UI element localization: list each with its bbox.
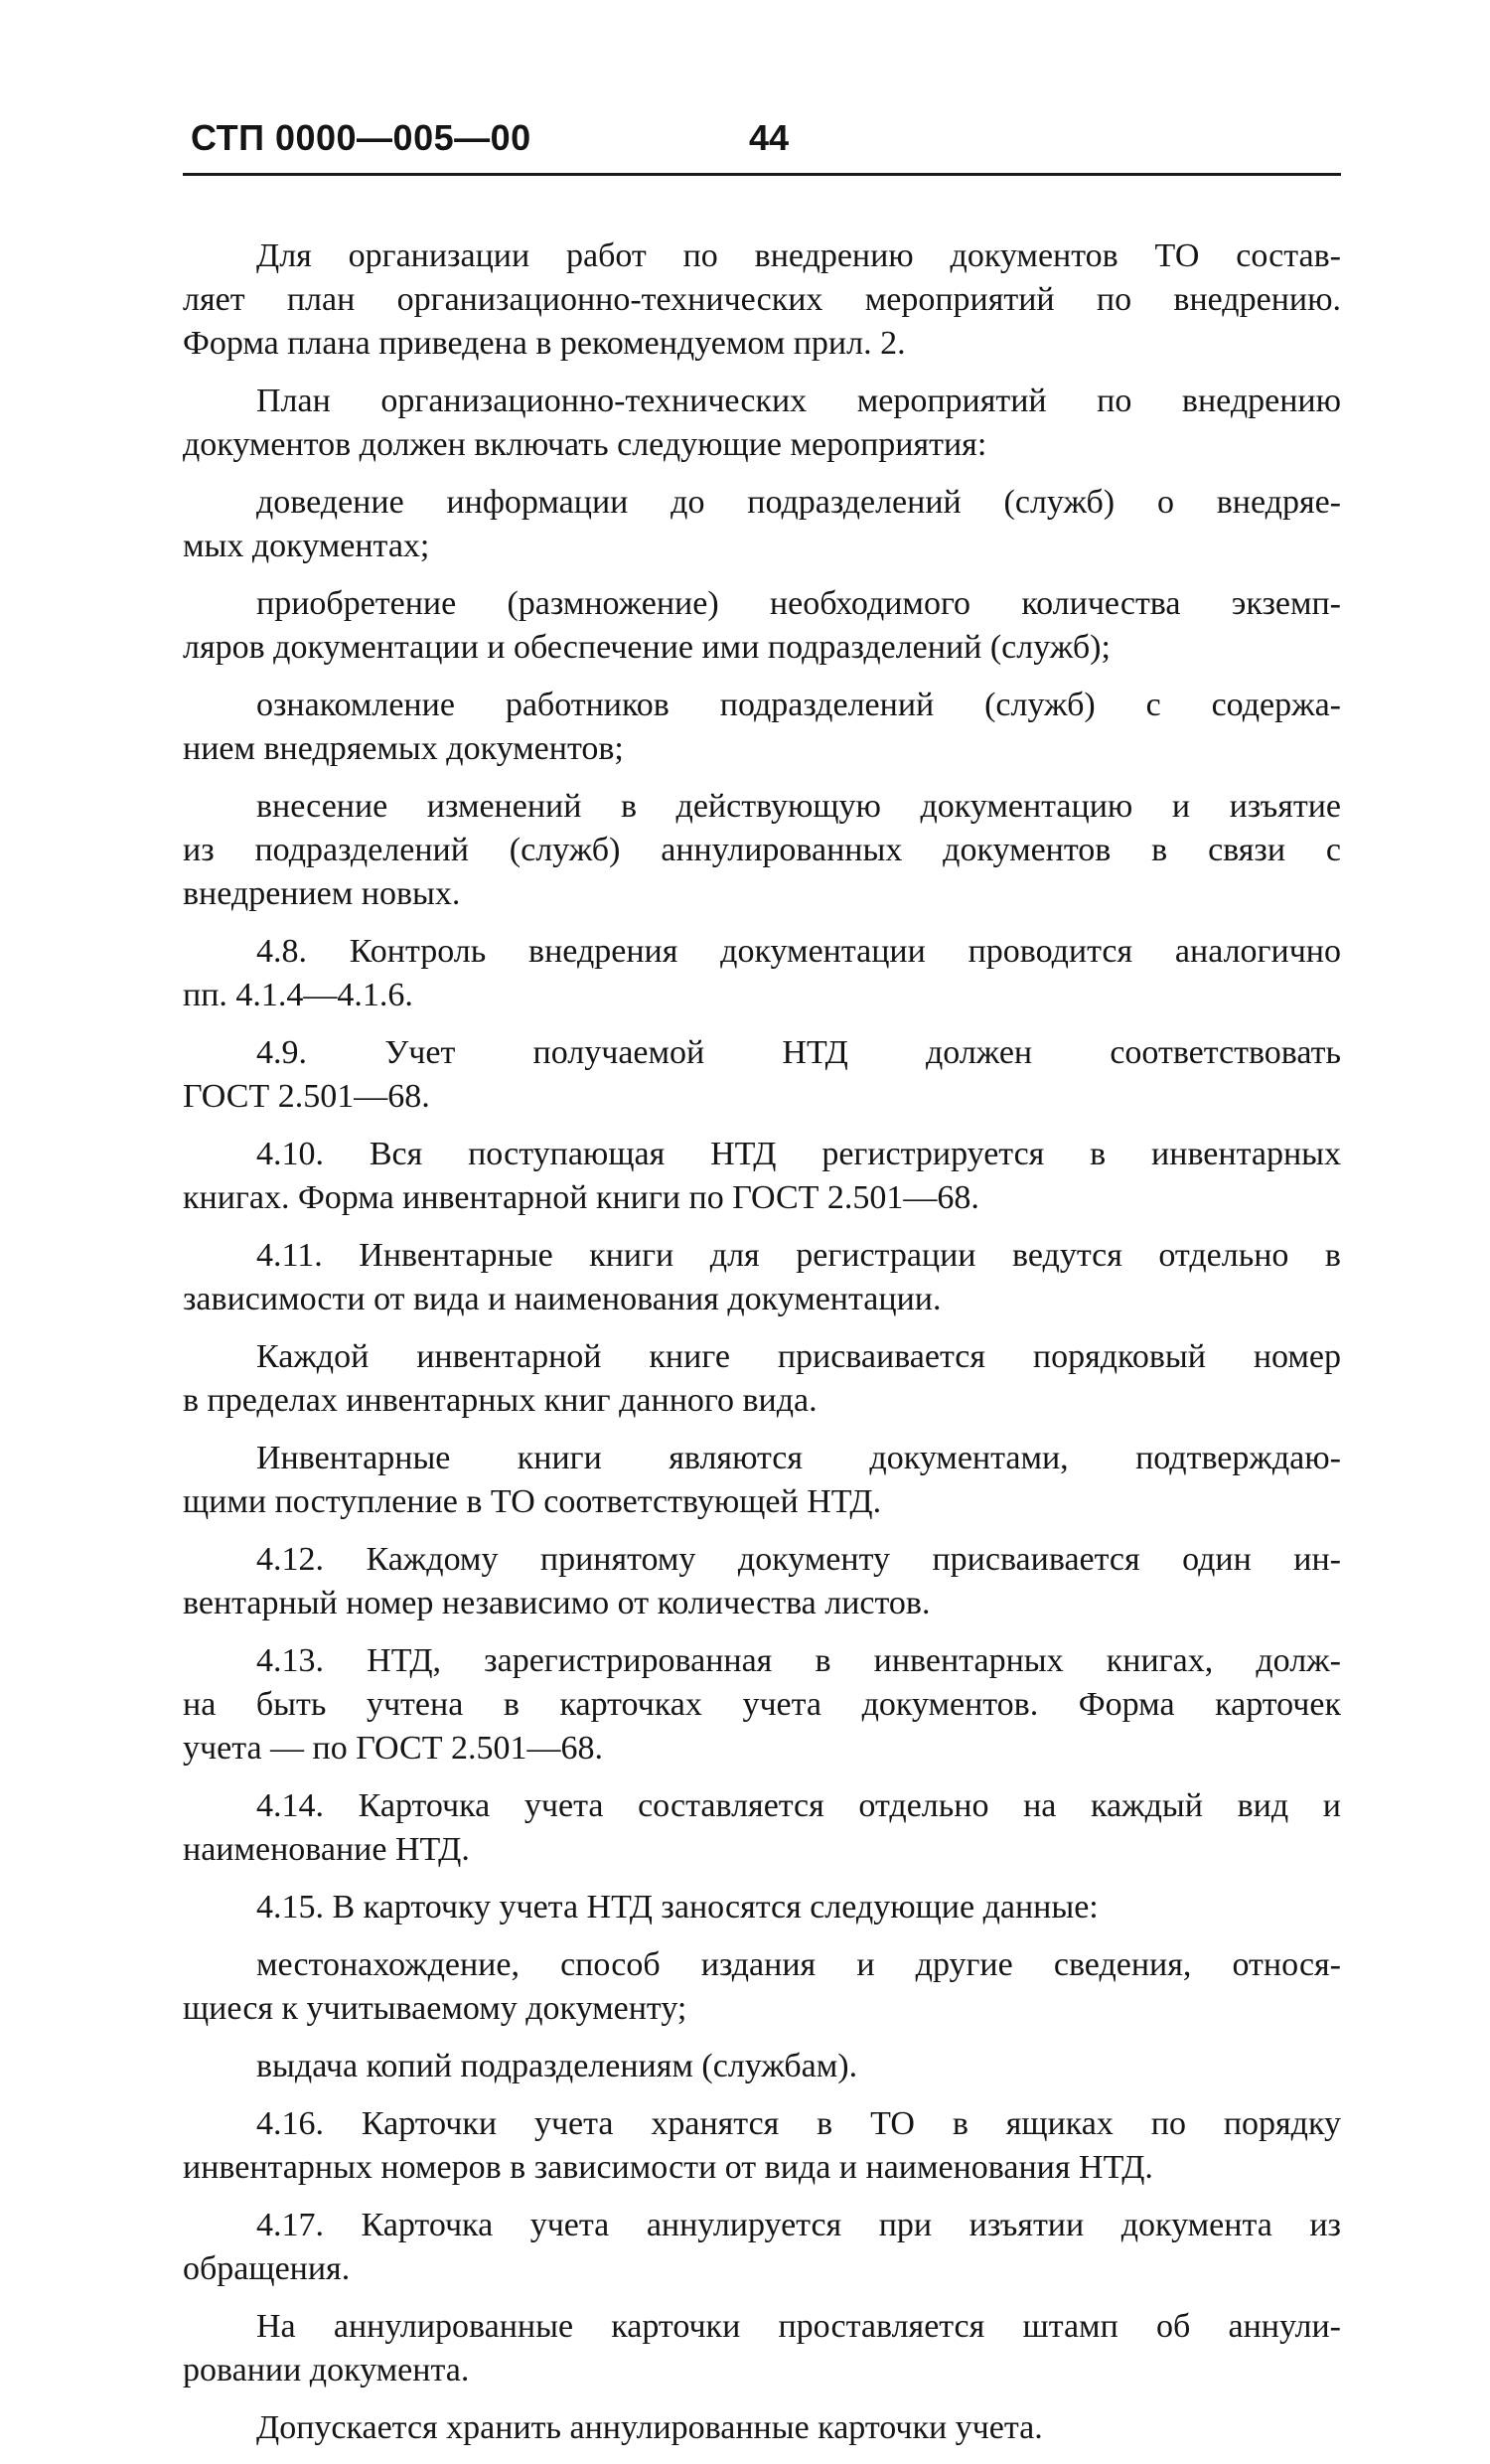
paragraph-line: 4.15. В карточку учета НТД заносятся следующие данные: [256,1889,1099,1925]
paragraph-line: зависимости от вида и наименования документации. [183,1281,942,1317]
paragraph-line: Для организации работ по внедрению документов ТО состав- [256,237,1341,274]
paragraph-line: выдача копий подразделениям (службам). [256,2048,858,2084]
paragraph-line: щими поступление в ТО соответствующей НТД. [183,1483,882,1520]
paragraph [183,2305,1341,2392]
paragraph [183,380,1341,467]
paragraph [183,2045,1341,2088]
paragraph-line: пп. 4.1.4—4.1.6. [183,977,413,1013]
paragraph-line: Инвентарные книги являются документами, подтверждаю- [256,1440,1341,1476]
paragraph [183,481,1341,568]
paragraph-line: обращения. [183,2250,351,2287]
paragraph [183,1784,1341,1872]
paragraph [183,1335,1341,1423]
document-page [183,111,1341,2464]
page-number: 44 [749,117,790,158]
paragraph-line: инвентарных номеров в зависимости от вида и наименования НТД. [183,2149,1153,2186]
paragraph-line: Допускается хранить аннулированные карточки учета. [256,2409,1043,2446]
paragraph [183,1943,1341,2031]
paragraph [183,1437,1341,1524]
paragraph-line: 4.12. Каждому принятому документу присваивается один ин- [256,1541,1341,1578]
paragraph-line: 4.9. Учет получаемой НТД должен соответствовать [256,1034,1341,1071]
paragraph-line: Каждой инвентарной книге присваивается порядковый номер [256,1338,1341,1375]
paragraph [183,1639,1341,1771]
paragraph-line: книгах. Форма инвентарной книги по ГОСТ 2.501—68. [183,1179,979,1216]
paragraph-line: ГОСТ 2.501—68. [183,1078,430,1115]
paragraph-line: 4.16. Карточки учета хранятся в ТО в ящиках по порядку [256,2105,1341,2142]
paragraph [183,1886,1341,1929]
paragraph [183,2102,1341,2190]
paragraph-line: Форма плана приведена в рекомендуемом прил. 2. [183,325,906,362]
paragraph-line: наименование НТД. [183,1831,470,1868]
paragraph [183,684,1341,771]
document-code: СТП 0000—005—00 [191,117,531,158]
paragraph [183,785,1341,916]
paragraph [183,1234,1341,1321]
paragraph-line: 4.13. НТД, зарегистрированная в инвентарных книгах, долж- [256,1642,1341,1679]
page-header [183,111,1341,176]
paragraph-line: в пределах инвентарных книг данного вида. [183,1382,818,1419]
paragraph-line: на быть учтена в карточках учета документов. Форма карточек [183,1686,1341,1723]
paragraph-line: внесение изменений в действующую документацию и изъятие [256,788,1341,825]
paragraph-line: вентарный номер независимо от количества листов. [183,1585,931,1621]
paragraph-line: ознакомление работников подразделений (служб) с содержа- [256,687,1341,723]
paragraph-line: местонахождение, способ издания и другие сведения, относя- [256,1946,1341,1983]
paragraph-line: 4.17. Карточка учета аннулируется при изъятии документа из [256,2207,1341,2243]
paragraph-line: 4.8. Контроль внедрения документации проводится аналогично [256,933,1341,970]
paragraph-line: мых документах; [183,528,430,564]
paragraph-line: из подразделений (служб) аннулированных документов в связи с [183,832,1341,868]
paragraph-line: учета — по ГОСТ 2.501—68. [183,1730,603,1767]
paragraph [183,1133,1341,1220]
paragraph [183,2204,1341,2291]
document-body [183,234,1341,2450]
paragraph-line: ляет план организационно-технических мероприятий по внедрению. [183,281,1341,318]
paragraph [183,234,1341,366]
paragraph-line: документов должен включать следующие мероприятия: [183,426,987,463]
paragraph-line: доведение информации до подразделений (служб) о внедряе- [256,484,1341,521]
paragraph [183,582,1341,670]
paragraph-line: 4.14. Карточка учета составляется отдельно на каждый вид и [256,1787,1341,1824]
paragraph-line: щиеся к учитываемому документу; [183,1990,687,2027]
paragraph-line: 4.10. Вся поступающая НТД регистрируется в инвентарных [256,1136,1341,1172]
paragraph-line: ляров документации и обеспечение ими подразделений (служб); [183,629,1111,666]
paragraph [183,1031,1341,1119]
paragraph-line: План организационно-технических мероприятий по внедрению [256,383,1341,419]
paragraph-line: нием внедряемых документов; [183,730,624,767]
paragraph-line: ровании документа. [183,2352,470,2388]
paragraph-line: 4.11. Инвентарные книги для регистрации ведутся отдельно в [256,1237,1341,1274]
paragraph-line: внедрением новых. [183,875,461,912]
paragraph-line: приобретение (размножение) необходимого количества экземп- [256,585,1341,622]
paragraph-line: На аннулированные карточки проставляется штамп об аннули- [256,2308,1341,2345]
paragraph [183,2406,1341,2450]
paragraph [183,930,1341,1017]
paragraph [183,1538,1341,1625]
